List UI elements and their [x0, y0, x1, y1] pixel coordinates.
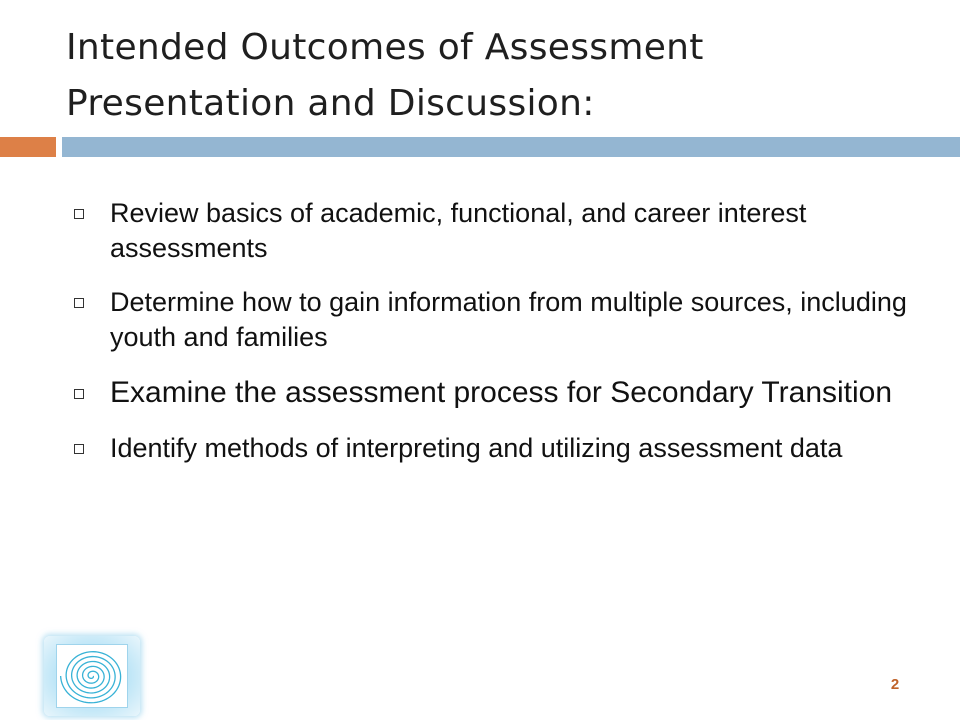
bullet-item	[0, 431, 960, 466]
spiral-icon	[57, 645, 127, 707]
hollow-square-icon	[74, 298, 84, 308]
bullet-text: Examine the assessment process for Secondary Transition	[110, 376, 893, 409]
slide-title-line-1: Intended Outcomes of Assessment	[66, 27, 704, 68]
hollow-square-icon	[74, 209, 84, 219]
bullet-text: Review basics of academic, functional, and career interest assessments	[110, 198, 807, 263]
hollow-square-icon	[74, 444, 84, 454]
accent-bar-orange	[0, 137, 56, 157]
logo-frame	[56, 644, 128, 708]
accent-bar-blue	[62, 137, 960, 157]
spiral-logo	[44, 636, 140, 716]
bullet-text: Identify methods of interpreting and utilizing assessment data	[110, 433, 843, 463]
bullet-list	[0, 196, 960, 485]
bullet-item	[0, 285, 960, 355]
bullet-text: Determine how to gain information from multiple sources, including youth and families	[110, 287, 907, 352]
page-number: 2	[890, 676, 900, 693]
hollow-square-icon	[74, 389, 84, 399]
slide-title	[66, 20, 926, 132]
bullet-item	[0, 196, 960, 266]
slide-title-line-2: Presentation and Discussion:	[66, 83, 595, 124]
bullet-item	[0, 374, 960, 412]
